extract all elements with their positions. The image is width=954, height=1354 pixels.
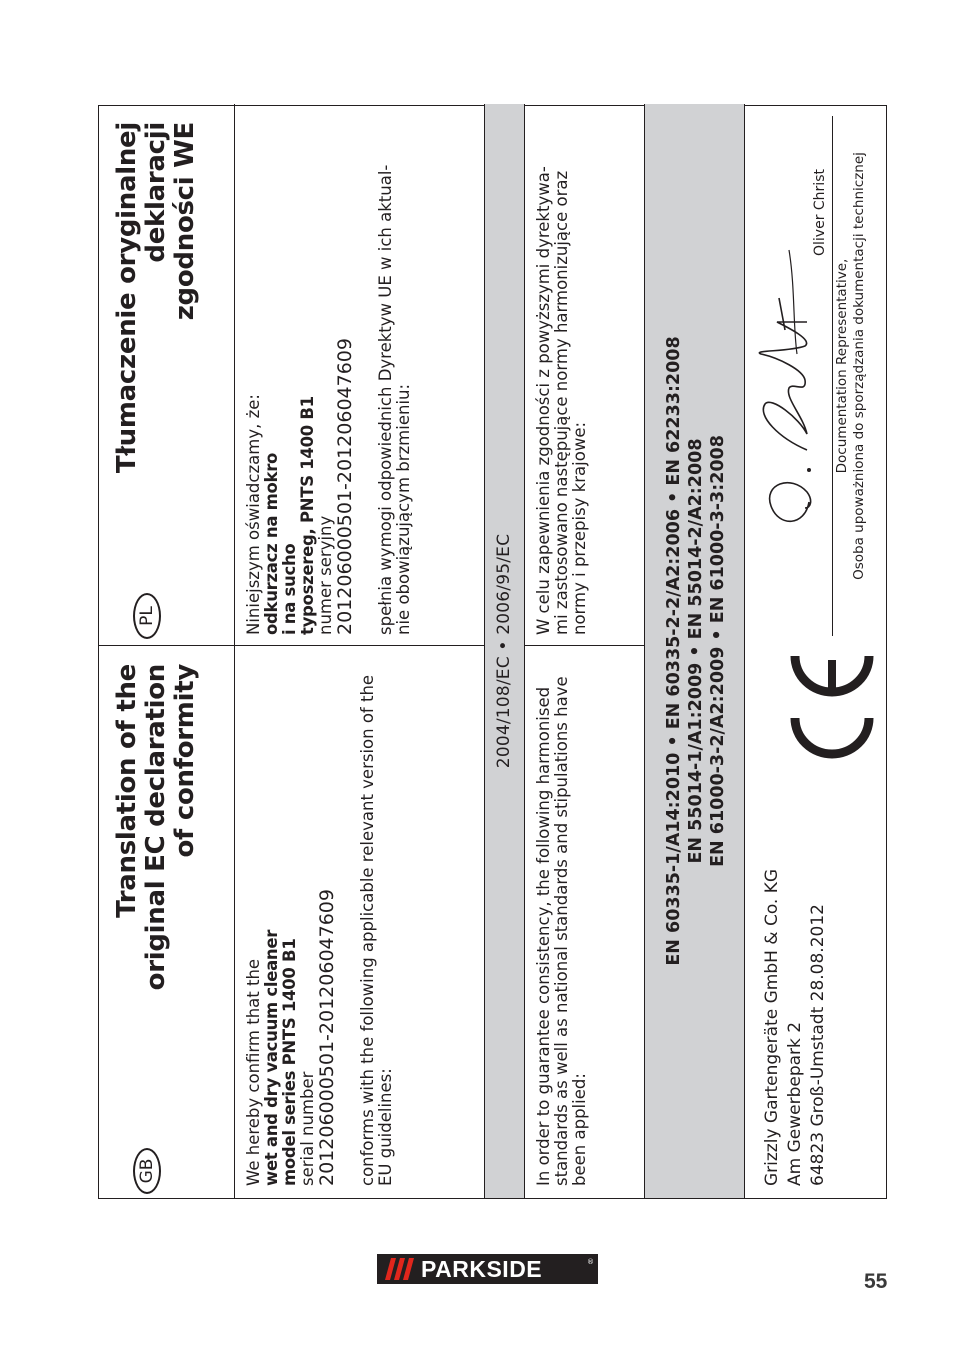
signature-block [745, 104, 888, 646]
page-number: 55 [864, 1270, 888, 1293]
manufacturer-block [745, 646, 888, 1198]
conformity-pl: spełnia wymogi odpowiednich Dyrektyw UE w ich aktual- nie obowiązującym brzmieniu: [376, 164, 413, 635]
directives-row [484, 104, 524, 1198]
standards-list: EN 60335-1/A14:2010 • EN 60335-2-2/A2:2006 • EN 62233:2008 EN 55014-1/A1:2009 • EN 55014-2/A2:2008 EN 61000-3-2/A2:2009 • EN 61000-3-3:2008 [664, 336, 728, 966]
harmonised-en: In order to guarantee consistency, the following harmonised standards as well as national standards and stipulations have been applied: [534, 676, 589, 1186]
signature-caption: Documentation Representative, Osoba upoważniona do sporządzania dokumentacji technicznej [834, 152, 867, 580]
manufacturer-address: Grizzly Gartengeräte GmbH & Co. KG Am Gewerbepark 2 64823 Groß-Umstadt 28.08.2012 [762, 868, 828, 1186]
parkside-logo: PARKSIDE ® [377, 1250, 598, 1288]
title-pl: Tłumaczenie oryginalnej deklaracji zgodności WE [112, 122, 200, 474]
confirmation-row [234, 104, 484, 1198]
header-en [99, 646, 234, 1198]
harmonised-pl: W celu zapewnienia zgodności z powyższymi dyrektywa- mi zastosowano następujące normy harmonizujące oraz normy i przepisy krajowe: [525, 104, 644, 646]
lang-badge-pl: PL [133, 593, 161, 639]
serial-number-pl: 201206000501-201206047609 [334, 338, 356, 635]
standards-row [644, 104, 744, 1198]
harmonised-row [524, 104, 644, 1198]
confirmation-pl: Niniejszym oświadczamy, że: odkurzacz na mokro i na sucho typoszereg, PNTS 1400 B1 numer seryjny 201206000501-201206047609 spełnia wymogi odpowiednich Dyrektyw UE w ich aktual- nie obowiązującym brzmieniu: [235, 104, 484, 646]
lang-badge-gb: GB [133, 1148, 161, 1194]
conformity-en: conforms with the following applicable relevant version of the EU guidelines: [358, 674, 395, 1186]
directives: 2004/108/EC • 2006/95/EC [494, 533, 514, 769]
signature-icon [749, 246, 829, 536]
declaration-sheet [98, 105, 887, 1199]
footer-row [744, 104, 888, 1198]
signature-line [832, 116, 833, 636]
title-en: Translation of the original EC declaration of conformity [112, 664, 200, 991]
header-row [99, 104, 234, 1198]
ce-mark-icon [787, 648, 877, 768]
confirmation-en: We hereby confirm that the wet and dry vacuum cleaner model series PNTS 1400 B1 serial number 201206000501-201206047609 conforms with the following applicable relevant version of the EU guidelines: [244, 674, 395, 1186]
serial-number-en: 201206000501-201206047609 [316, 889, 338, 1186]
logo-stripes-icon [385, 1258, 417, 1280]
brand-name: PARKSIDE [421, 1256, 543, 1282]
signatory-name: Oliver Christ [812, 169, 828, 256]
header-pl [99, 104, 234, 646]
